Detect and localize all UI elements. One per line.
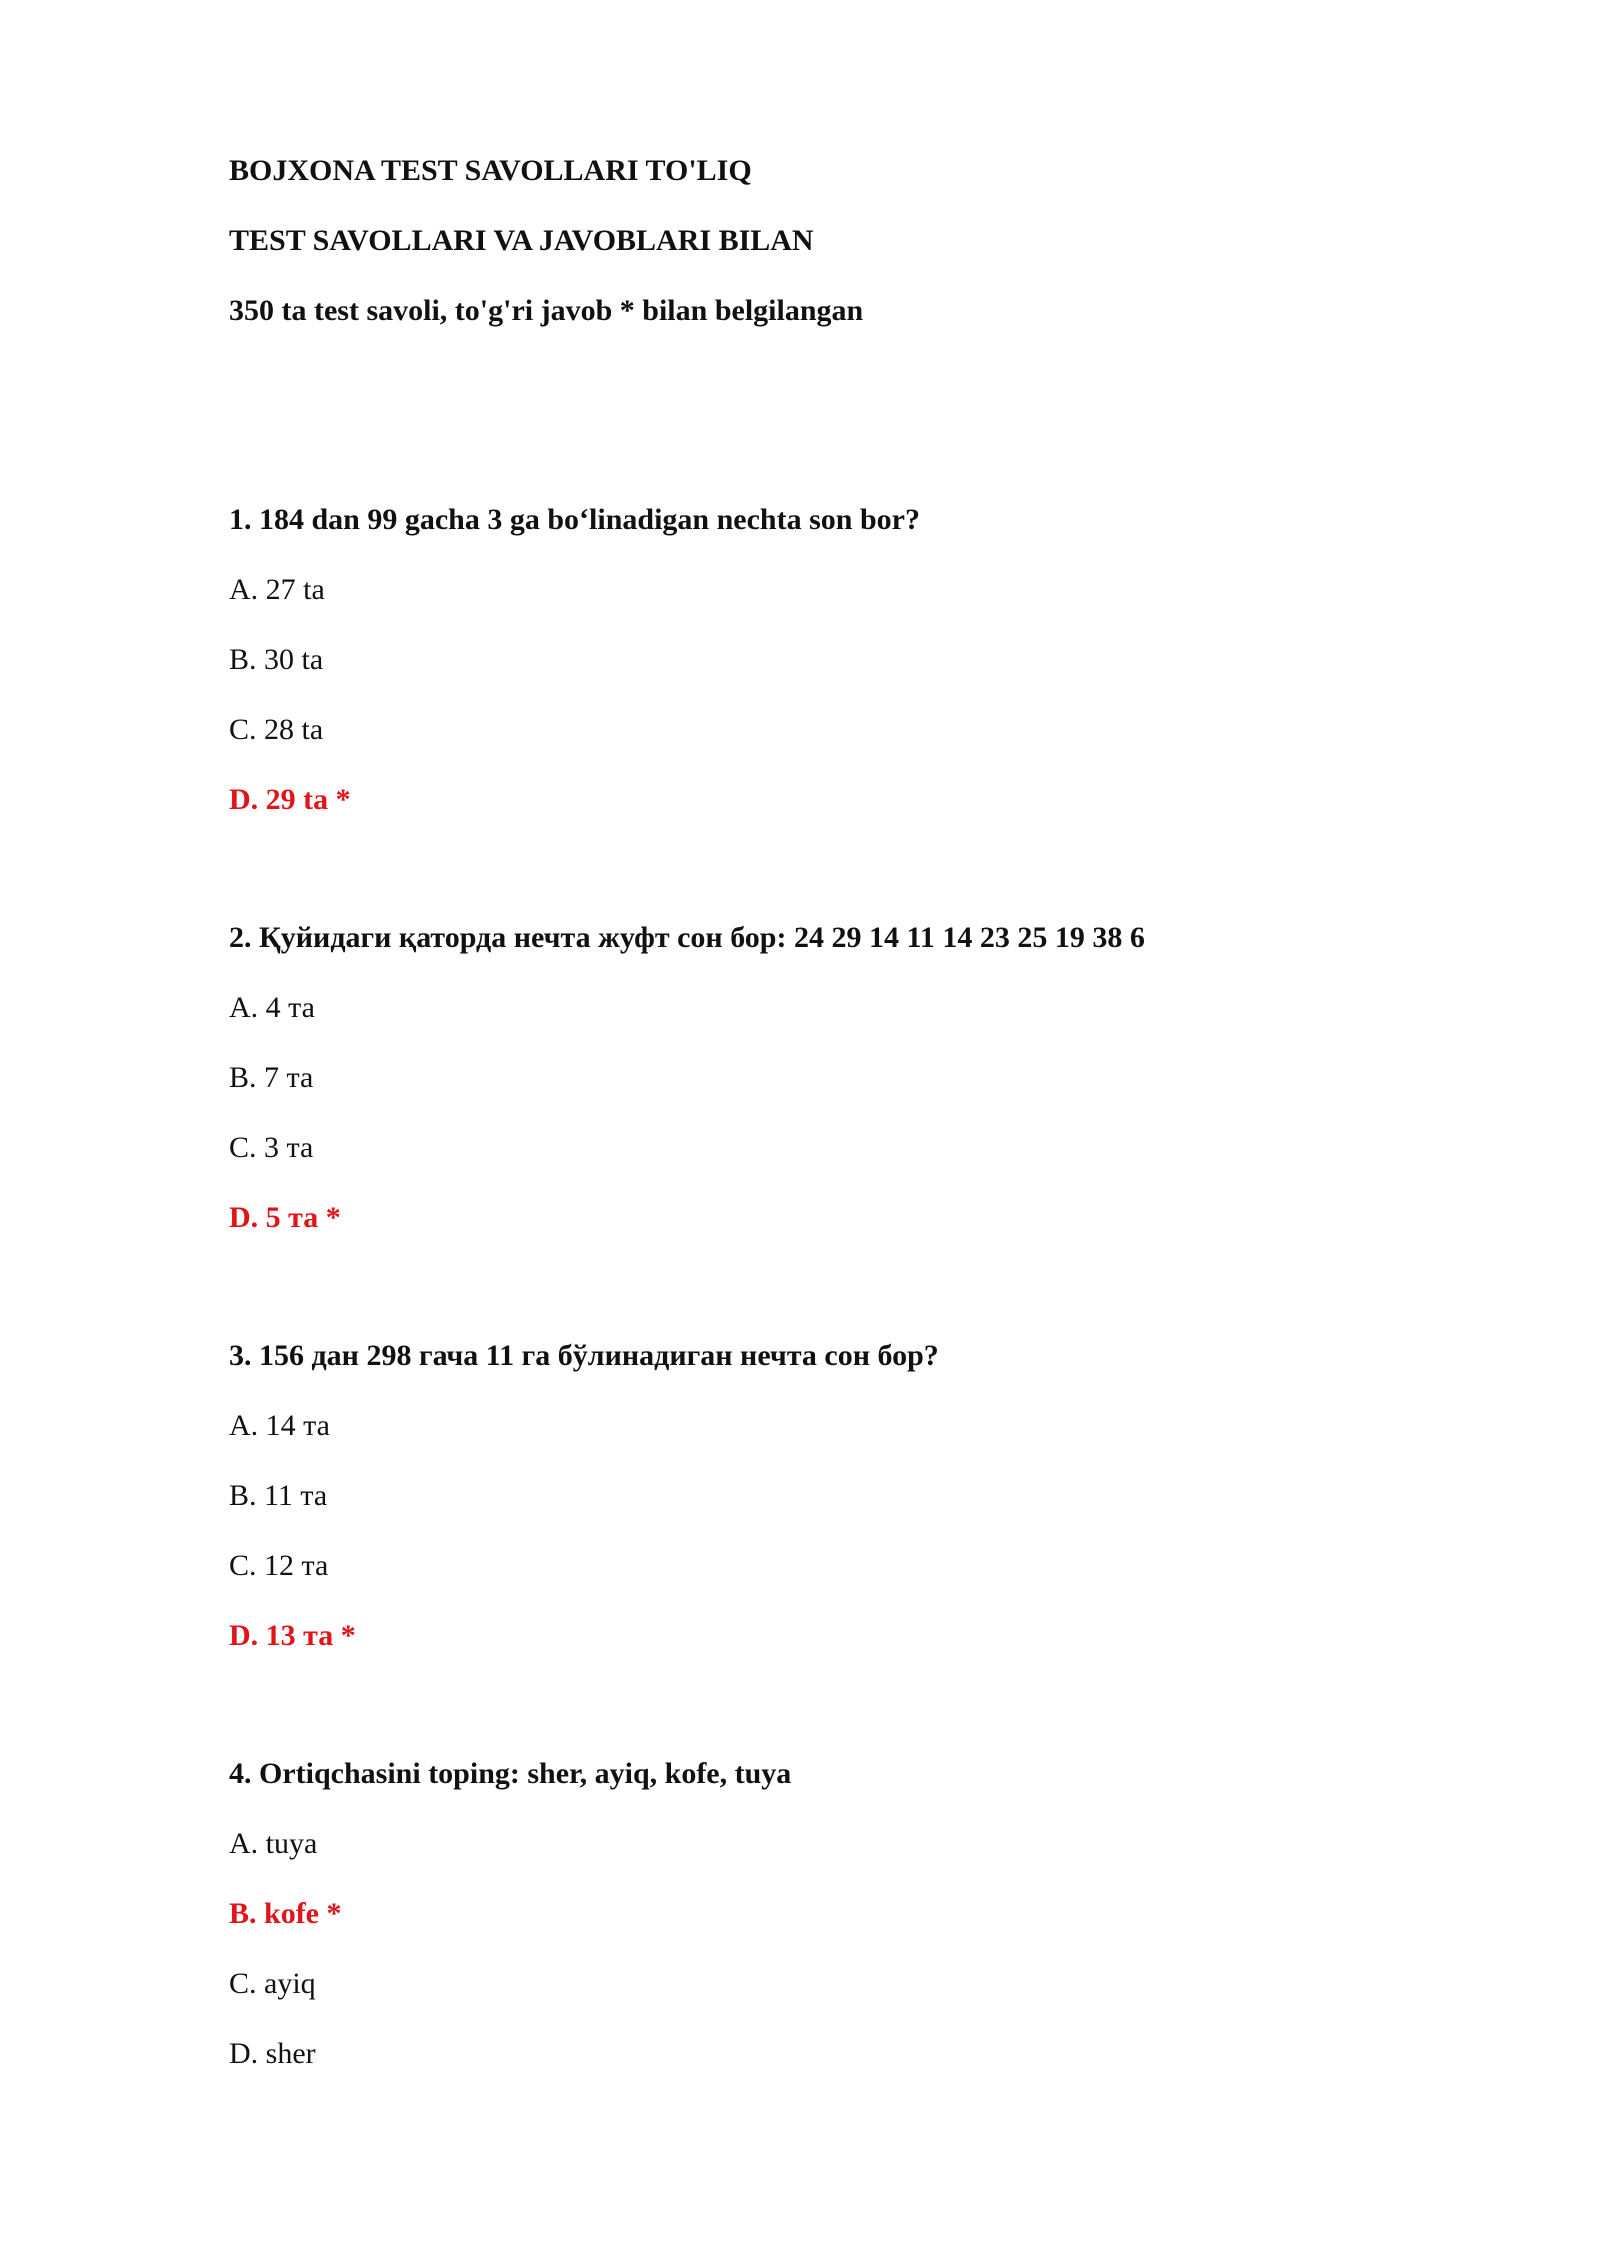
question-4-option-c: C. ayiq: [229, 1967, 316, 2000]
question-2-option-a: A. 4 та: [229, 991, 315, 1024]
question-1-option-d: D. 29 ta *: [229, 783, 351, 816]
question-2-option-b: B. 7 та: [229, 1061, 314, 1094]
question-2-option-c: C. 3 та: [229, 1131, 314, 1164]
question-3-option-a: A. 14 та: [229, 1409, 330, 1442]
question-2-option-d: D. 5 та *: [229, 1201, 341, 1234]
question-1-option-c: C. 28 ta: [229, 713, 324, 746]
document-title: BOJXONA TEST SAVOLLARI TO'LIQ: [229, 154, 752, 187]
question-4-text: 4. Ortiqchasini toping: sher, ayiq, kofe, tuya: [229, 1757, 792, 1790]
question-3-option-d: D. 13 та *: [229, 1619, 356, 1652]
question-4-option-a: A. tuya: [229, 1827, 318, 1860]
question-4-option-b: B. kofe *: [229, 1897, 342, 1930]
question-2-text: 2. Қуйидаги қаторда нечта жуфт сон бор: 24 29 14 11 14 23 25 19 38 6: [229, 921, 1145, 954]
question-3-option-b: B. 11 та: [229, 1479, 328, 1512]
question-1-option-a: A. 27 ta: [229, 573, 325, 606]
document-note: 350 ta test savoli, to'g'ri javob * bilan belgilangan: [229, 294, 864, 327]
question-3-option-c: C. 12 та: [229, 1549, 329, 1582]
question-1-text: 1. 184 dan 99 gacha 3 ga bo‘linadigan nechta son bor?: [229, 503, 920, 536]
question-1-option-b: B. 30 ta: [229, 643, 324, 676]
question-3-text: 3. 156 дан 298 гача 11 га бўлинадиган нечта сон бор?: [229, 1339, 939, 1372]
document-subtitle: TEST SAVOLLARI VA JAVOBLARI BILAN: [229, 224, 814, 257]
question-4-option-d: D. sher: [229, 2037, 316, 2070]
